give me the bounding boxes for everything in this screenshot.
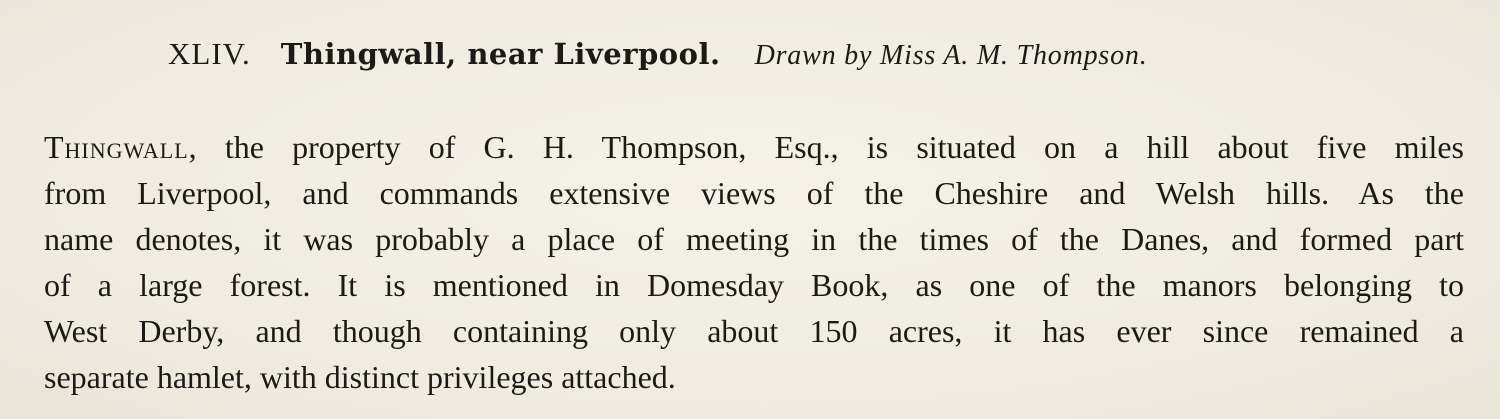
paragraph-line: separate hamlet, with distinct privileges attached. — [44, 359, 676, 395]
paragraph-line — [44, 124, 1464, 170]
plate-title: Thingwall, near Liverpool. — [280, 37, 721, 71]
paragraph-line: from Liverpool, and commands extensive views of the Cheshire and Welsh hills. As the — [44, 175, 1464, 211]
paragraph-line: of a large forest. It is mentioned in Domesday Book, as one of the manors belonging to — [44, 267, 1464, 303]
lead-word: Thingwall — [44, 129, 189, 165]
paragraph-line: West Derby, and though containing only about 150 acres, it has ever since remained a — [44, 313, 1464, 349]
plate-heading — [168, 34, 1148, 76]
plate-numeral: XLIV. — [168, 36, 251, 71]
body-paragraph — [44, 124, 1464, 400]
paragraph-line-text: , the property of G. H. Thompson, Esq., is situated on a hill about five miles — [188, 129, 1464, 165]
paragraph-line: name denotes, it was probably a place of meeting in the times of the Danes, and formed part — [44, 221, 1464, 257]
plate-credit: Drawn by Miss A. M. Thompson. — [754, 40, 1148, 71]
